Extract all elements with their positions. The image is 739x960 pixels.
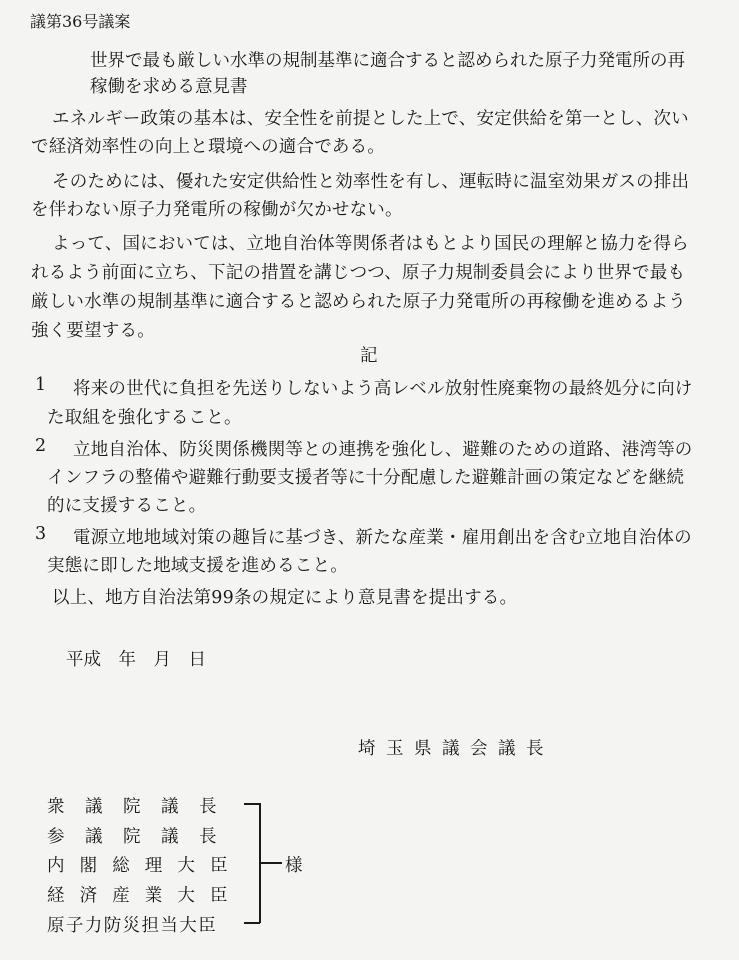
item-3-line-2: 実態に即した地域支援を進めること。 bbox=[47, 556, 348, 576]
honorific-sama: 様 bbox=[285, 856, 303, 876]
closing-statement: 以上、地方自治法第99条の規定により意見書を提出する。 bbox=[52, 588, 518, 608]
paragraph-3-line-1: よって、国においては、立地自治体等関係者はもとより国民の理解と協力を得ら bbox=[52, 234, 689, 254]
item-1-line-1: 将来の世代に負担を先送りしないよう高レベル放射性廃棄物の最終処分に向け bbox=[73, 379, 693, 399]
recipient-1: 衆 議 院 議 長 bbox=[47, 797, 218, 817]
paragraph-2-line-1: そのためには、優れた安定供給性と効率性を有し、運転時に温室効果ガスの排出 bbox=[52, 172, 690, 192]
item-2-number: 2 bbox=[35, 436, 47, 456]
recipient-2: 参 議 院 議 長 bbox=[47, 827, 218, 847]
bracket-bottom-tick bbox=[244, 922, 260, 924]
item-3-line-1: 電源立地地域対策の趣旨に基づき、新たな産業・雇用創出を含む立地自治体の bbox=[73, 528, 692, 548]
sender-title: 埼玉県議会議長 bbox=[358, 739, 554, 759]
document-title-line-1: 世界で最も厳しい水準の規制基準に適合すると認められた原子力発電所の再 bbox=[90, 51, 685, 71]
item-2-line-3: 的に支援すること。 bbox=[47, 496, 207, 516]
item-1-number: 1 bbox=[35, 375, 47, 395]
item-3-number: 3 bbox=[35, 524, 47, 544]
item-2-line-2: インフラの整備や避難行動要支援者等に十分配慮した避難計画の策定などを継続 bbox=[47, 468, 685, 488]
recipient-3: 内 閣 総 理 大 臣 bbox=[47, 856, 227, 876]
bracket-top-tick bbox=[244, 803, 260, 805]
paragraph-1-line-2: で経済効率性の向上と環境への適合である。 bbox=[31, 137, 385, 157]
paragraph-2-line-2: を伴わない原子力発電所の稼働が欠かせない。 bbox=[31, 200, 403, 220]
item-2-line-1: 立地自治体、防災関係機関等との連携を強化し、避難のための道路、港湾等の bbox=[73, 440, 693, 460]
ki-heading: 記 bbox=[360, 346, 378, 366]
bill-number: 議第36号議案 bbox=[30, 12, 131, 31]
date-line: 平成 年 月 日 bbox=[66, 650, 206, 670]
paragraph-3-line-3: 厳しい水準の規制基準に適合すると認められた原子力発電所の再稼働を進めるよう bbox=[31, 292, 686, 312]
document-title-line-2: 稼働を求める意見書 bbox=[90, 77, 248, 97]
paragraph-1-line-1: エネルギー政策の基本は、安全性を前提とした上で、安定供給を第一とし、次い bbox=[52, 109, 689, 129]
recipient-5: 原子力防災担当大臣 bbox=[47, 916, 218, 936]
item-1-line-2: た取組を強化すること。 bbox=[47, 408, 242, 428]
bracket-center-tick bbox=[260, 862, 282, 864]
recipient-4: 経 済 産 業 大 臣 bbox=[47, 886, 227, 906]
paragraph-3-line-2: れるよう前面に立ち、下記の措置を講じつつ、原子力規制委員会により世界で最も bbox=[31, 263, 686, 283]
paragraph-3-line-4: 強く要望する。 bbox=[31, 321, 155, 341]
